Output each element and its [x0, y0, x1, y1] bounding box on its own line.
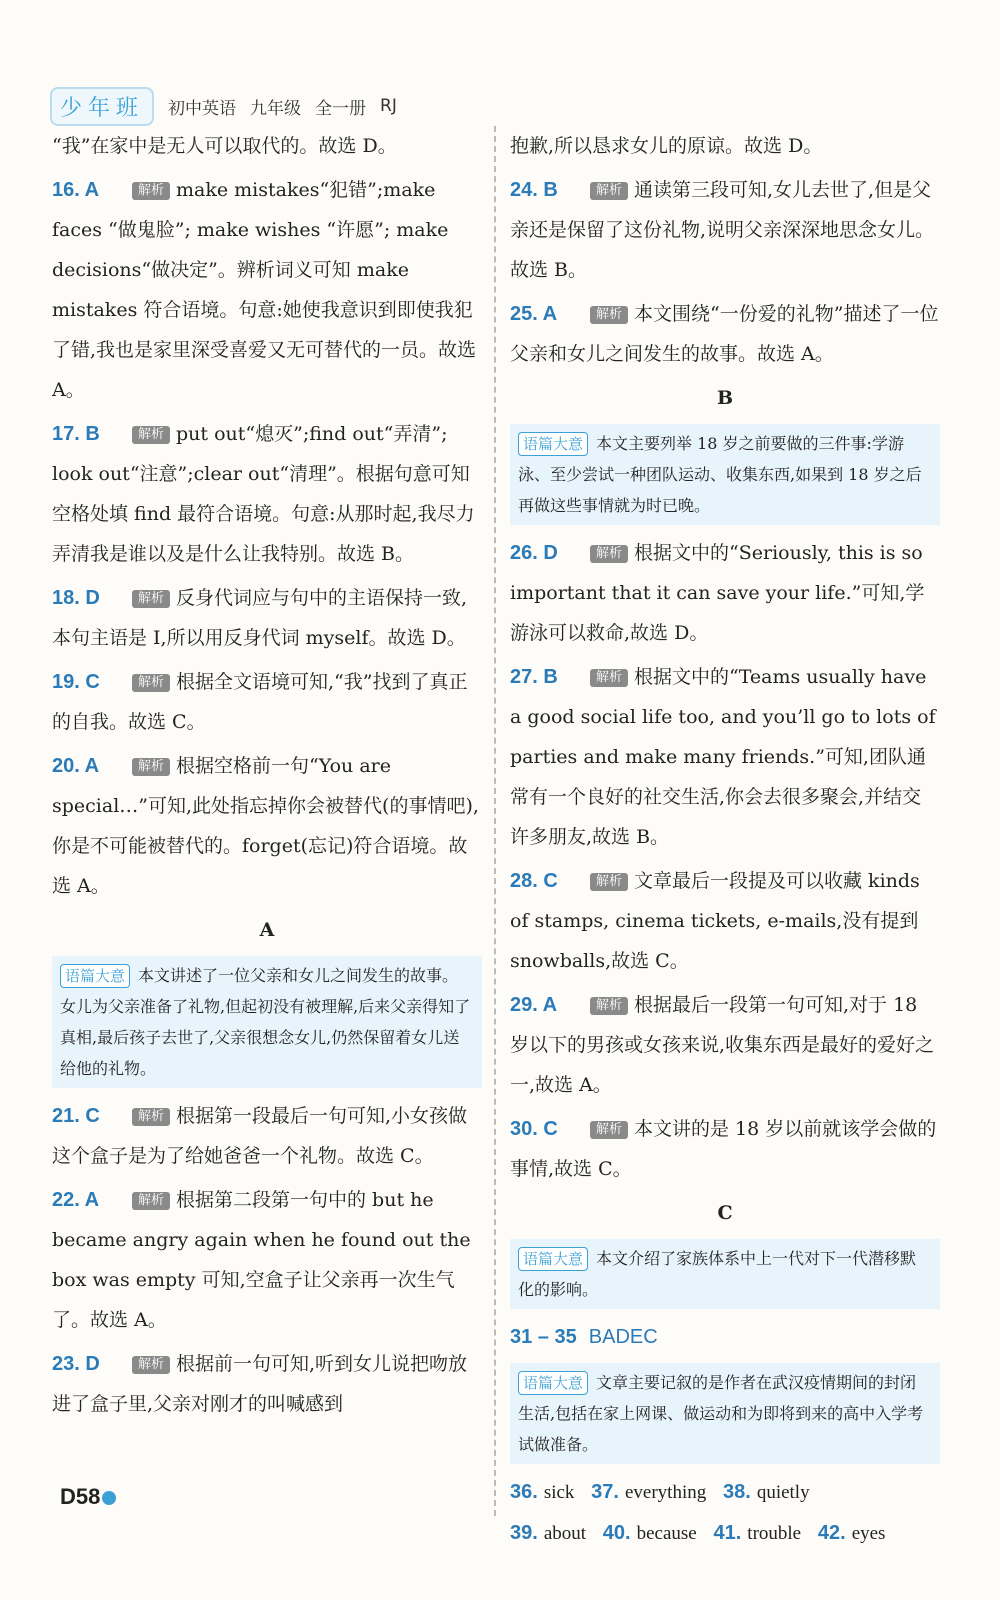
answer-19	[52, 662, 482, 742]
right-column	[510, 126, 940, 1554]
page-number	[60, 1484, 116, 1510]
answer-word: eyes	[851, 1523, 886, 1544]
volume-label: 全一册	[315, 98, 367, 119]
answer-17	[52, 414, 482, 574]
question-number: 23. D	[52, 1353, 100, 1375]
question-number: 26. D	[510, 542, 558, 564]
answer-31-35	[510, 1317, 940, 1357]
answer-word: trouble	[747, 1523, 802, 1544]
analysis-text: 根据最后一段第一句可知,对于 18 岁以下的男孩或女孩来说,收集东西是最好的爱好之一,故选 A。	[510, 994, 935, 1096]
summary-text: 文章主要记叙的是作者在武汉疫情期间的封闭生活,包括在家上网课、做运动和为即将到来的高中入学考试做准备。	[518, 1373, 924, 1454]
analysis-text: 根据前一句可知,听到女儿说把吻放进了盒子里,父亲对刚才的叫喊感到	[52, 1353, 468, 1415]
analysis-text: 本文讲的是 18 岁以前就该学会做的事情,故选 C。	[510, 1118, 937, 1180]
analysis-tag: 解析	[132, 426, 170, 444]
question-number: 42.	[817, 1522, 846, 1544]
page-number-text: D58	[60, 1484, 101, 1509]
question-number: 21. C	[52, 1105, 100, 1127]
summary-text: 本文讲述了一位父亲和女儿之间发生的故事。女儿为父亲准备了礼物,但起初没有被理解,后来父亲得知了真相,最后孩子去世了,父亲很想念女儿,仍然保留着女儿送给他的礼物。	[60, 966, 471, 1078]
summary-text: 本文主要列举 18 岁之前要做的三件事:学游泳、至少尝试一种团队运动、收集东西,如果到 18 岁之后再做这些事情就为时已晚。	[518, 434, 922, 515]
analysis-text: 本文围绕“一份爱的礼物”描述了一位父亲和女儿之间发生的故事。故选 A。	[510, 303, 939, 365]
summary-tag: 语篇大意	[518, 1371, 588, 1395]
passage-summary-c	[510, 1239, 940, 1309]
continued-text: 抱歉,所以恳求女儿的原谅。故选 D。	[510, 135, 823, 157]
answer-word: quietly	[756, 1482, 810, 1503]
grade-label: 九年级	[250, 98, 302, 119]
analysis-text: 根据文中的“Seriously, this is so important that it can save your life.”可知,学游泳可以救命,故选 D。	[510, 542, 925, 644]
analysis-text: put out“熄灭”;find out“弄清”; look out“注意”;clear out“清理”。根据句意可知空格处填 find 最符合语境。句意:从那时起,我尽力弄清我是谁以及是什么让我特别。故选 B。	[52, 423, 475, 565]
analysis-tag: 解析	[132, 1356, 170, 1374]
analysis-tag: 解析	[132, 182, 170, 200]
answer-word: sick	[543, 1482, 575, 1503]
answer-word: because	[636, 1523, 697, 1544]
edition-label: RJ	[380, 96, 397, 116]
question-number: 19. C	[52, 671, 100, 693]
passage-summary-b	[510, 424, 940, 525]
question-number: 37.	[591, 1481, 619, 1503]
section-heading-b: B	[716, 387, 734, 409]
left-column	[52, 126, 482, 1428]
answer-word: about	[543, 1523, 587, 1544]
answer-22	[52, 1180, 482, 1340]
question-number: 27. B	[510, 666, 558, 688]
question-number: 17. B	[52, 423, 100, 445]
question-number: 41.	[713, 1522, 742, 1544]
analysis-tag: 解析	[132, 1108, 170, 1126]
answers-row-2	[510, 1513, 940, 1554]
analysis-tag: 解析	[132, 674, 170, 692]
analysis-text: 根据文中的“Teams usually have a good social life too, and you’ll go to lots of parties and make many friends.”可知,团队通常有一个良好的社交生活,你会去很多聚会,并结交许多朋友,故选 B。	[510, 666, 936, 848]
summary-tag: 语篇大意	[518, 432, 588, 456]
question-number: 20. A	[52, 755, 100, 777]
analysis-tag: 解析	[590, 997, 628, 1015]
question-number: 31 – 35	[510, 1326, 577, 1348]
question-number: 40.	[602, 1522, 631, 1544]
analysis-text: make mistakes“犯错”;make faces “做鬼脸”; make wishes “许愿”; make decisions“做决定”。辨析词义可知 make mistakes 符合语境。句意:她使我意识到即使我犯了错,我也是家里深受喜爱又无可替代的一员。故选 A。	[52, 179, 477, 401]
column-divider	[494, 126, 496, 1516]
question-number: 25. A	[510, 303, 558, 325]
answer-25	[510, 294, 940, 374]
answers-row-1	[510, 1472, 940, 1513]
page-header	[50, 86, 397, 126]
answer-29	[510, 985, 940, 1105]
question-number: 29. A	[510, 994, 558, 1016]
passage-summary-a	[52, 956, 482, 1088]
page-dot-icon	[102, 1491, 116, 1505]
analysis-text: 根据全文语境可知,“我”找到了真正的自我。故选 C。	[52, 671, 468, 733]
answer-28	[510, 861, 940, 981]
analysis-text: 根据第一段最后一句可知,小女孩做这个盒子是为了给她爸爸一个礼物。故选 C。	[52, 1105, 468, 1167]
answer-20	[52, 746, 482, 906]
answer-key: BADEC	[588, 1326, 658, 1348]
analysis-tag: 解析	[132, 1192, 170, 1210]
section-heading-c: C	[717, 1202, 733, 1224]
analysis-tag: 解析	[590, 1121, 628, 1139]
analysis-tag: 解析	[590, 545, 628, 563]
analysis-text: 根据第二段第一句中的 but he became angry again when he found out the box was empty 可知,空盒子让父亲再一次生气了。故选 A。	[52, 1189, 471, 1331]
answer-23	[52, 1344, 482, 1424]
question-number: 38.	[723, 1481, 751, 1503]
answer-word: everything	[624, 1482, 707, 1503]
answer-30	[510, 1109, 940, 1189]
analysis-tag: 解析	[132, 590, 170, 608]
passage-summary-d	[510, 1363, 940, 1464]
analysis-text: 根据空格前一句“You are special…”可知,此处指忘掉你会被替代(的事情吧),你是不可能被替代的。forget(忘记)符合语境。故选 A。	[52, 755, 479, 897]
answer-24	[510, 170, 940, 290]
analysis-tag: 解析	[590, 306, 628, 324]
continued-text: “我”在家中是无人可以取代的。故选 D。	[52, 135, 397, 157]
question-number: 39.	[510, 1522, 538, 1544]
summary-tag: 语篇大意	[518, 1247, 588, 1271]
analysis-text: 文章最后一段提及可以收藏 kinds of stamps, cinema tickets, e-mails,没有提到 snowballs,故选 C。	[510, 870, 920, 972]
analysis-tag: 解析	[590, 873, 628, 891]
summary-tag: 语篇大意	[60, 964, 130, 988]
brand-logo: 少年班	[50, 87, 154, 126]
analysis-text: 反身代词应与句中的主语保持一致,本句主语是 I,所以用反身代词 myself。故选 D。	[52, 587, 468, 649]
answer-26	[510, 533, 940, 653]
analysis-text: 通读第三段可知,女儿去世了,但是父亲还是保留了这份礼物,说明父亲深深地思念女儿。故选 B。	[510, 179, 935, 281]
question-number: 16. A	[52, 179, 100, 201]
summary-text: 本文介绍了家族体系中上一代对下一代潜移默化的影响。	[518, 1249, 917, 1299]
analysis-tag: 解析	[590, 669, 628, 687]
question-number: 24. B	[510, 179, 558, 201]
question-number: 28. C	[510, 870, 558, 892]
answer-27	[510, 657, 940, 857]
analysis-tag: 解析	[590, 182, 628, 200]
section-heading-a: A	[259, 919, 275, 941]
analysis-tag: 解析	[132, 758, 170, 776]
answer-16	[52, 170, 482, 410]
answer-18	[52, 578, 482, 658]
subject-label: 初中英语	[168, 98, 237, 119]
question-number: 36.	[510, 1481, 538, 1503]
answer-21	[52, 1096, 482, 1176]
question-number: 18. D	[52, 587, 100, 609]
question-number: 22. A	[52, 1189, 100, 1211]
question-number: 30. C	[510, 1118, 558, 1140]
